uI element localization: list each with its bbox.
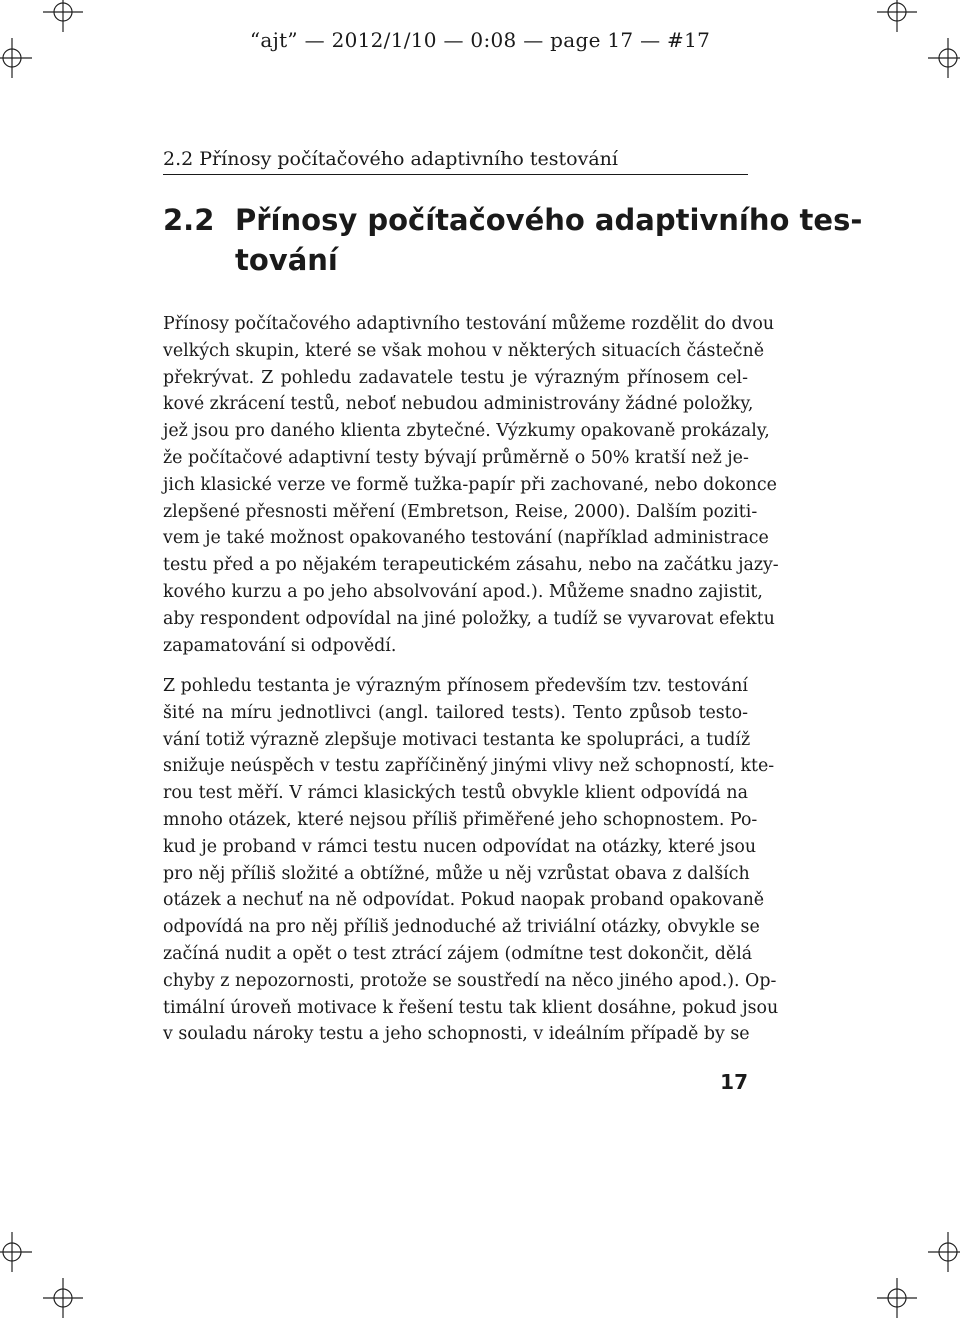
text-line: odpovídá na pro něj příliš jednoduché až triviální otázky, obvykle se — [163, 917, 760, 938]
text-line: v souladu nároky testu a jeho schopnosti, v ideálním případě by se — [163, 1024, 750, 1045]
body-paragraph — [163, 311, 779, 659]
text-line: velkých skupin, které se však mohou v některých situacích částečně — [163, 340, 764, 361]
text-line: timální úroveň motivace k řešení testu tak klient dosáhne, pokud jsou — [163, 997, 779, 1018]
text-line: začíná nudit a opět o test ztrácí zájem (odmítne test dokončit, dělá — [163, 943, 753, 964]
text-line: vání totiž výrazně zlepšuje motivaci testanta ke spolupráci, a tudíž — [163, 729, 751, 750]
page-number: 17 — [720, 1070, 748, 1094]
running-head: 2.2 Přínosy počítačového adaptivního testování — [163, 148, 618, 170]
text-line: pro něj příliš složité a obtížné, může u něj vzrůstat obava z dalších — [163, 863, 750, 884]
section-heading — [163, 200, 863, 280]
text-line: Přínosy počítačového adaptivního testování můžeme rozdělit do dvou — [163, 314, 775, 334]
text-line: otázek a nechuť na ně odpovídat. Pokud naopak proband opakovaně — [163, 890, 765, 911]
text-line: vem je také možnost opakovaného testování (například administrace — [163, 528, 769, 549]
section-title-line: tování — [235, 243, 338, 277]
text-line: kového kurzu a po jeho absolvování apod.). Můžeme snadno zajistit, — [163, 581, 763, 602]
registration-crosshair-icon — [877, 1278, 917, 1318]
body-paragraph — [163, 673, 779, 1048]
text-line: testu před a po nějakém terapeutickém zásahu, nebo na začátku jazy- — [163, 555, 779, 576]
text-line: kud je proband v rámci testu nucen odpovídat na otázky, které jsou — [163, 836, 757, 857]
text-line: překrývat. Z pohledu zadavatele testu je výrazným přínosem cel- — [163, 367, 748, 388]
text-line: rou test měří. V rámci klasických testů obvykle klient odpovídá na — [163, 783, 748, 804]
build-info-header: “ajt” — 2012/1/10 — 0:08 — page 17 — #17 — [249, 28, 711, 52]
text-line: kové zkrácení testů, neboť nebudou administrovány žádné položky, — [163, 394, 754, 415]
section-title — [235, 200, 862, 280]
text-line: šité na míru jednotlivci (angl. tailored tests). Tento způsob testo- — [163, 702, 748, 723]
registration-crosshair-icon — [928, 1232, 960, 1272]
text-line: zapamatování si odpovědí. — [163, 635, 397, 656]
section-title-line: Přínosy počítačového adaptivního tes- — [235, 203, 863, 237]
section-number: 2.2 — [163, 203, 215, 237]
text-line: jež jsou pro daného klienta zbytečné. Výzkumy opakovaně prokázaly, — [163, 421, 770, 442]
text-line: zlepšené přesnosti měření (Embretson, Reise, 2000). Dalším poziti- — [163, 501, 758, 522]
text-line: chyby z nepozornosti, protože se soustředí na něco jiného apod.). Op- — [163, 970, 777, 991]
header-rule — [163, 174, 748, 175]
text-line: mnoho otázek, které nejsou příliš přiměřené jeho schopnostem. Po- — [163, 809, 758, 830]
text-line: aby respondent odpovídal na jiné položky, a tudíž se vyvarovat efektu — [163, 608, 775, 629]
text-line: Z pohledu testanta je výrazným přínosem především tzv. testování — [163, 676, 748, 696]
text-line: že počítačové adaptivní testy bývají průměrně o 50% kratší než je- — [163, 447, 749, 468]
registration-crosshair-icon — [43, 1278, 83, 1318]
text-line: snižuje neúspěch v testu zapříčiněný jinými vlivy než schopností, kte- — [163, 756, 775, 777]
text-line: jich klasické verze ve formě tužka-papír při zachované, nebo dokonce — [163, 474, 777, 495]
registration-crosshair-icon — [0, 1232, 32, 1272]
